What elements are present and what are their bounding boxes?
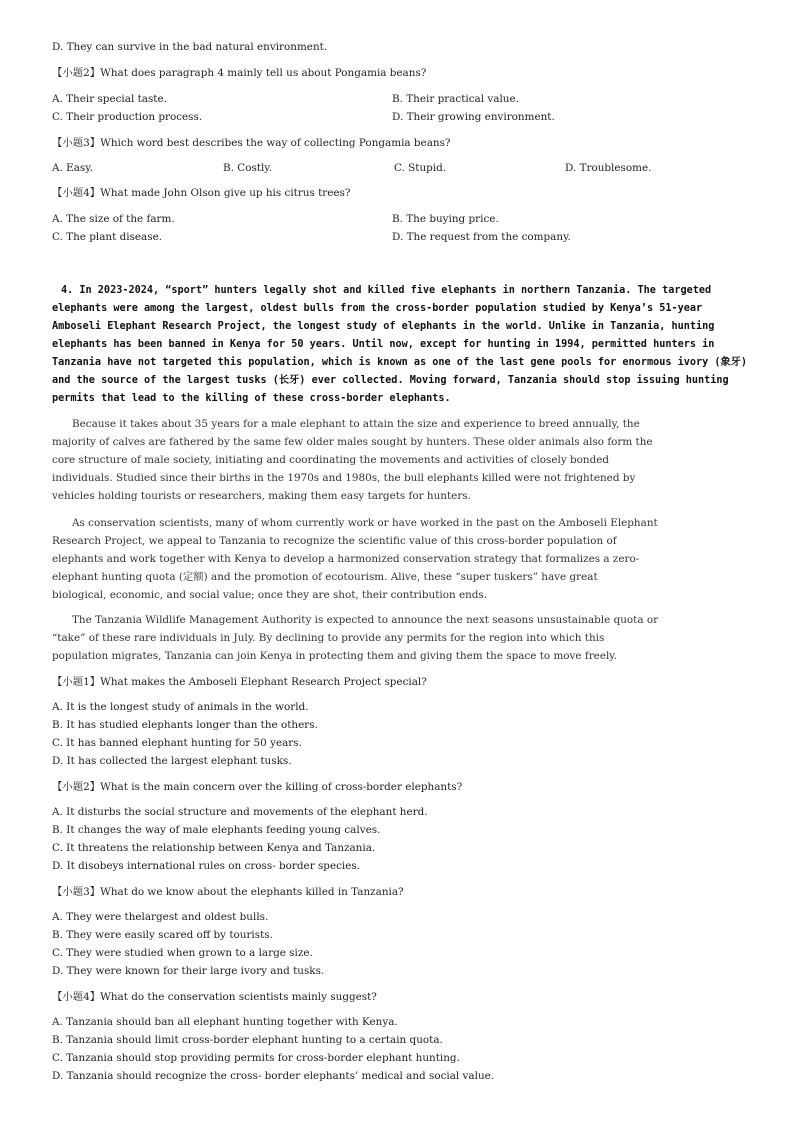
question-heading: 【小题2】What does paragraph 4 mainly tell us about Pongamia beans? <box>52 67 427 79</box>
passage-line: elephant hunting quota (定额) and the promotion of ecotourism. Alive, these “super tuskers” have great <box>52 571 598 583</box>
option-text: D. Troublesome. <box>565 162 652 174</box>
option-text: B. Costly. <box>223 162 273 174</box>
option-text: C. The plant disease. <box>52 231 163 243</box>
option-text: D. It has collected the largest elephant tusks. <box>52 755 292 767</box>
question-heading: 【小题3】What do we know about the elephants killed in Tanzania? <box>52 886 404 898</box>
passage-line: elephants were among the largest, oldest bulls from the cross-border population studied by Kenya’s 51-year <box>52 303 703 314</box>
option-text: B. It changes the way of male elephants feeding young calves. <box>52 824 381 836</box>
option-text: A. It is the longest study of animals in the world. <box>52 701 309 713</box>
passage-intro <box>52 282 752 408</box>
option-text: A. Tanzania should ban all elephant hunting together with Kenya. <box>52 1016 398 1028</box>
question-heading: 【小题4】What do the conservation scientists mainly suggest? <box>52 991 377 1003</box>
option-text: D. The request from the company. <box>392 231 571 243</box>
question-heading: 【小题2】What is the main concern over the killing of cross-border elephants? <box>52 781 463 793</box>
passage-line: elephants has been banned in Kenya for 50 years. Until now, except for hunting in 1994, permitted hunters in <box>52 339 715 350</box>
option-text: A. They were thelargest and oldest bulls. <box>52 911 269 923</box>
option-text: B. They were easily scared off by tourists. <box>52 929 273 941</box>
passage-line: permits that lead to the killing of these cross-border elephants. <box>52 393 451 404</box>
passage-line: biological, economic, and social value; once they are shot, their contribution ends. <box>52 589 488 601</box>
options-row <box>52 159 736 177</box>
question-heading: 【小题1】What makes the Amboseli Elephant Research Project special? <box>52 676 427 688</box>
passage-line: The Tanzania Wildlife Management Authority is expected to announce the next seasons unsustainable quota or <box>72 614 659 626</box>
options-grid <box>52 210 732 246</box>
option-text: D. It disobeys international rules on cross- border species. <box>52 860 361 872</box>
option-text: D. They can survive in the bad natural environment. <box>52 41 328 53</box>
passage-line: 4. In 2023-2024, “sport” hunters legally shot and killed five elephants in northern Tanzania. The targeted <box>61 285 712 296</box>
passage-line: Amboseli Elephant Research Project, the longest study of elephants in the world. Unlike in Tanzania, hunting <box>52 321 715 332</box>
option-text: A. Their special taste. <box>52 93 167 105</box>
passage-line: vehicles holding tourists or researchers, making them easy targets for hunters. <box>52 490 471 502</box>
option-list <box>52 803 428 875</box>
option-text: A. It disturbs the social structure and movements of the elephant herd. <box>52 806 428 818</box>
question-heading: 【小题3】Which word best describes the way of collecting Pongamia beans? <box>52 137 451 149</box>
option-text: C. Stupid. <box>394 162 447 174</box>
option-text: B. It has studied elephants longer than the others. <box>52 719 318 731</box>
option-text: D. They were known for their large ivory and tusks. <box>52 965 325 977</box>
passage-line: elephants and work together with Kenya to develop a harmonized conservation strategy that formalizes a zero- <box>52 553 640 565</box>
passage-line: Because it takes about 35 years for a male elephant to attain the size and experience to breed annually, the <box>72 418 640 430</box>
option-text: D. Tanzania should recognize the cross- border elephants’ medical and social value. <box>52 1070 495 1082</box>
passage-line: Research Project, we appeal to Tanzania to recognize the scientific value of this cross-border population of <box>52 535 617 547</box>
option-text: C. Their production process. <box>52 111 203 123</box>
option-text: B. Tanzania should limit cross-border elephant hunting to a certain quota. <box>52 1034 443 1046</box>
option-text: C. It has banned elephant hunting for 50 years. <box>52 737 302 749</box>
option-list <box>52 1013 494 1085</box>
option-text: A. Easy. <box>52 162 94 174</box>
option-text: C. It threatens the relationship between Kenya and Tanzania. <box>52 842 376 854</box>
passage-line: individuals. Studied since their births in the 1970s and 1980s, the bull elephants killed were not frightened by <box>52 472 636 484</box>
option-list <box>52 908 324 980</box>
passage-line: majority of calves are fathered by the same few older males sought by hunters. These older animals also form the <box>52 436 653 448</box>
option-text: B. The buying price. <box>392 213 499 225</box>
question-heading: 【小题4】What made John Olson give up his citrus trees? <box>52 187 351 199</box>
option-text: C. Tanzania should stop providing permits for cross-border elephant hunting. <box>52 1052 460 1064</box>
option-text: C. They were studied when grown to a large size. <box>52 947 313 959</box>
passage-line: population migrates, Tanzania can join Kenya in protecting them and giving them the space to move freely. <box>52 650 618 662</box>
passage-line: As conservation scientists, many of whom currently work or have worked in the past on the Amboseli Elephant <box>72 517 658 529</box>
passage-paragraph <box>52 611 752 665</box>
passage-line: and the source of the largest tusks (长牙) ever collected. Moving forward, Tanzania should stop issuing hunting <box>52 375 729 386</box>
passage-paragraph <box>52 514 752 604</box>
option-text: A. The size of the farm. <box>52 213 175 225</box>
passage-line: core structure of male society, initiating and coordinating the movements and activities of closely bonded <box>52 454 610 466</box>
option-list <box>52 698 318 770</box>
option-text: D. Their growing environment. <box>392 111 555 123</box>
passage-paragraph <box>52 415 752 505</box>
options-grid <box>52 90 732 126</box>
passage-line: “take” of these rare individuals in July. By declining to provide any permits for the region into which this <box>52 632 605 644</box>
option-text: B. Their practical value. <box>392 93 519 105</box>
passage-line: Tanzania have not targeted this population, which is known as one of the last gene pools for enormous ivory (象牙) <box>52 357 748 368</box>
